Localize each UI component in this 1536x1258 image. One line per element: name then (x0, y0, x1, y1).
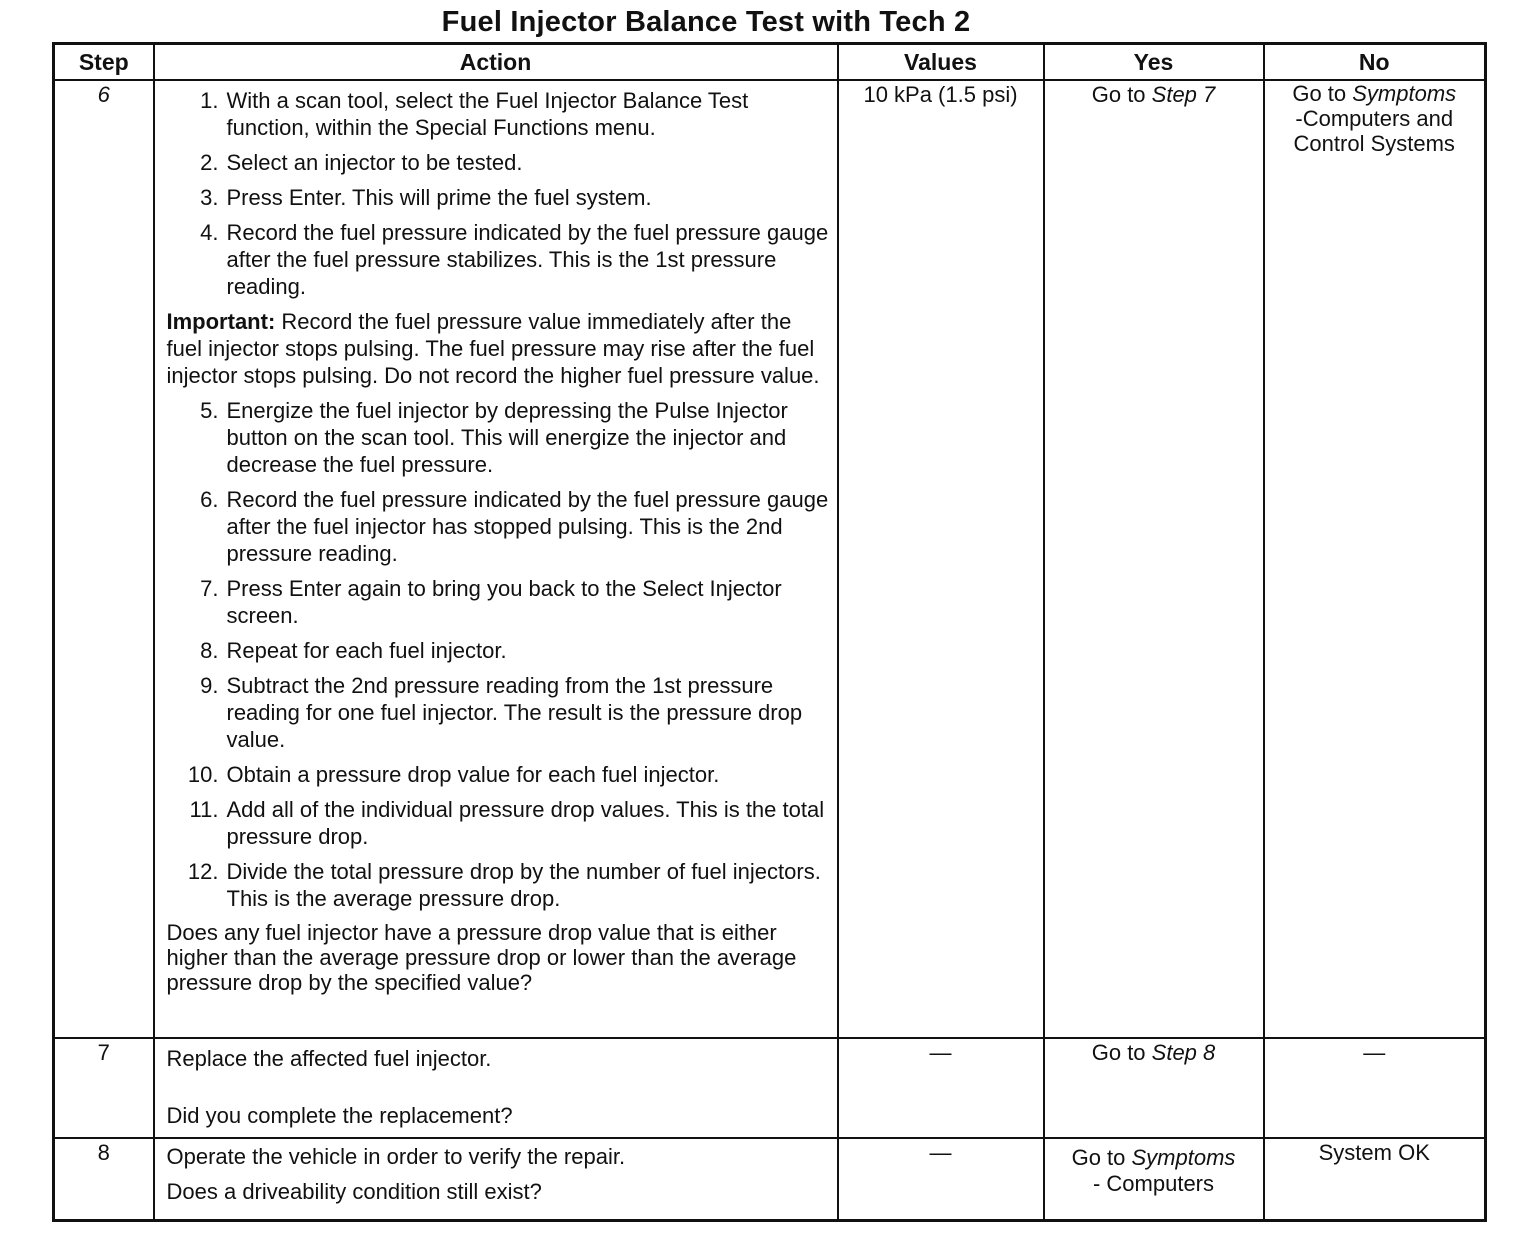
list-item: 11. Add all of the individual pressure drop values. This is the total pressure drop. (189, 797, 825, 849)
value-cell-7: — (838, 1038, 1044, 1138)
list-item: 7. Press Enter again to bring you back to the Select Injector screen. (200, 576, 782, 628)
header-no: No (1264, 44, 1486, 81)
yes-cell-8: Go to Symptoms - Computers (1044, 1138, 1264, 1221)
step-number-6: 6 (54, 80, 154, 1038)
no-cell-6: Go to Symptoms -Computers and Control Systems (1264, 80, 1486, 1038)
list-item: 9. Subtract the 2nd pressure reading from the 1st pressure reading for one fuel injector. The result is the pressure drop value. (200, 673, 803, 752)
list-item: 10. Obtain a pressure drop value for each fuel injector. (187, 762, 720, 787)
action-steps-list-b (167, 397, 829, 912)
goto-step-8-link[interactable]: Step 8 (1151, 1040, 1216, 1065)
list-item: 2. Select an injector to be tested. (200, 150, 523, 175)
action-cell-7 (154, 1038, 838, 1138)
step-number-7: 7 (54, 1038, 154, 1138)
list-item: 3. Press Enter. This will prime the fuel system. (200, 185, 652, 210)
value-cell-8: — (838, 1138, 1044, 1221)
table-row-step-8 (54, 1138, 1486, 1221)
list-item: 8. Repeat for each fuel injector. (200, 638, 507, 663)
diagnostic-table-wrapper (52, 42, 1484, 1222)
action-steps-list-a (167, 87, 829, 300)
table-row-step-6 (54, 80, 1486, 1038)
list-item: 1. With a scan tool, select the Fuel Injector Balance Test function, within the Special Functions menu. (200, 88, 749, 140)
goto-step-7-link[interactable]: Step 7 (1151, 82, 1216, 107)
header-row (54, 44, 1486, 81)
list-item: 4. Record the fuel pressure indicated by the fuel pressure gauge after the fuel pressure stabilizes. This is the 1st pressure reading. (200, 220, 829, 299)
question-step-8: Does a driveability condition still exist? (166, 1179, 542, 1204)
list-item: 6. Record the fuel pressure indicated by the fuel pressure gauge after the fuel injector has stopped pulsing. This is the 2nd pressure reading. (200, 487, 829, 566)
document-title: Fuel Injector Balance Test with Tech 2 (441, 6, 971, 38)
yes-cell-6: Go to Step 7 (1044, 80, 1264, 1038)
action-cell-8 (154, 1138, 838, 1221)
important-note (167, 308, 829, 389)
list-item: 5. Energize the fuel injector by depressing the Pulse Injector button on the scan tool. This will energize the injector and decrease the fuel pressure. (200, 398, 788, 477)
header-step: Step (54, 44, 154, 81)
yes-cell-7: Go to Step 8 (1044, 1038, 1264, 1138)
value-cell-6: 10 kPa (1.5 psi) (838, 80, 1044, 1038)
table-row-step-7 (54, 1038, 1486, 1138)
action-text-8: Operate the vehicle in order to verify the repair. (166, 1144, 626, 1169)
goto-symptoms-computers-link[interactable]: Symptoms (1131, 1145, 1236, 1170)
header-values: Values (838, 44, 1044, 81)
question-step-7: Did you complete the replacement? (166, 1103, 513, 1128)
important-label: Important: (166, 309, 276, 334)
goto-symptoms-link[interactable]: Symptoms (1352, 81, 1457, 106)
action-text-7: Replace the affected fuel injector. (166, 1046, 492, 1071)
no-cell-7: — (1264, 1038, 1486, 1138)
important-text: Record the fuel pressure value immediately after the fuel injector stops pulsing. The fuel pressure may rise after the fuel injector stops pulsing. Do not record the higher fuel pressure value. (166, 309, 820, 388)
list-item: 12. Divide the total pressure drop by the number of fuel injectors. This is the average pressure drop. (187, 859, 821, 911)
header-action: Action (154, 44, 838, 81)
step-number-8: 8 (54, 1138, 154, 1221)
action-cell-6 (154, 80, 838, 1038)
header-yes: Yes (1044, 44, 1264, 81)
diagnostic-table (52, 42, 1487, 1222)
question-step-6: Does any fuel injector have a pressure drop value that is either higher than the average pressure drop or lower than the average pressure drop by the specified value? (166, 920, 797, 995)
no-cell-8: System OK (1264, 1138, 1486, 1221)
